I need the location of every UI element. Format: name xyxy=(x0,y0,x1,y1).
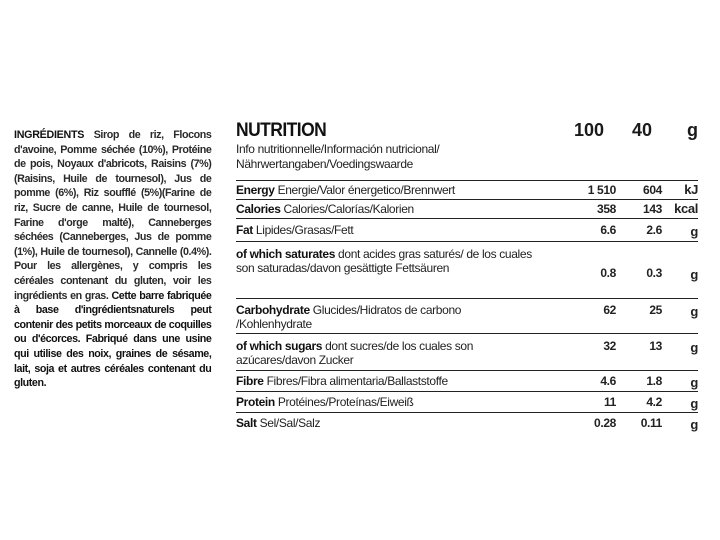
row-label: Fat Lipides/Grasas/Fett xyxy=(236,223,354,237)
ingredients-list: Sirop de riz, Flocons d'avoine, Pomme séchée (10%), Protéine de pois, Noyaux d'abricots, Raisins (7%) (Raisins, Huile de tournesol), Jus de pomme (6%), Riz soufflé (5%)(Farine de riz, Sucre de canne, Huile de tournesol, Farine d'orge malté), Canneberges séchées (Canneberges, Jus de pomme (1%), Huile de tournesol), Cannelle (0.4%). Pour les allergènes, y compris les céréales contenant du gluten, voir les ingrédients en gras. xyxy=(14,129,212,302)
value-per-40: 25 xyxy=(649,303,662,317)
value-unit: kJ xyxy=(684,182,698,197)
nutrition-row-carbohydrate xyxy=(236,299,698,334)
row-label: of which sugars dont sucres/de los cuales son azúcares/davon Zucker xyxy=(236,339,474,367)
value-per-100: 11 xyxy=(604,395,616,409)
nutrition-table xyxy=(236,120,698,435)
row-label: of which saturates dont acides gras saturés/ de los cuales son saturadas/davon gesättigte Fettsäuren xyxy=(236,247,532,275)
ingredients-allergen-notice: Cette barre fabriquée à base d'ingrédientsnaturels peut contenir des petits morceaux de coquilles ou d'écorces. Fabriqué dans une usine qui utilise des noix, graines de sésame, lait, soja et autres céréales contenant du gluten. xyxy=(14,289,212,390)
row-label: Carbohydrate Glucides/Hidratos de carbono /Kohlenhydrate xyxy=(236,303,462,331)
row-label: Fibre Fibres/Fibra alimentaria/Ballaststoffe xyxy=(236,374,448,388)
value-unit: g xyxy=(690,417,698,432)
row-label: Energy Energie/Valor énergetico/Brennwert xyxy=(236,183,455,197)
column-header-100: 100 xyxy=(573,120,605,140)
nutrition-row-fibre xyxy=(236,371,698,392)
value-per-100: 32 xyxy=(603,339,616,353)
value-per-100: 6.6 xyxy=(600,223,616,237)
value-per-100: 4.6 xyxy=(600,374,616,388)
nutrition-row-sugars xyxy=(236,334,698,371)
value-per-40: 13 xyxy=(649,339,662,353)
value-per-100: 0.28 xyxy=(594,416,616,430)
ingredients-block xyxy=(14,128,211,391)
value-per-40: 2.6 xyxy=(646,223,662,237)
value-per-40: 4.2 xyxy=(646,395,662,409)
nutrition-row-salt xyxy=(236,413,698,435)
value-per-100: 358 xyxy=(597,202,616,216)
value-unit: g xyxy=(690,267,698,282)
row-label: Salt Sel/Sal/Salz xyxy=(236,416,321,430)
nutrition-row-energy xyxy=(236,181,698,200)
nutrition-subtitle: Info nutritionnelle/Información nutricional/ Nährwertangaben/Voedingswaarde xyxy=(236,142,440,171)
value-unit: g xyxy=(690,396,698,411)
value-per-40: 1.8 xyxy=(646,374,662,388)
value-per-100: 0.8 xyxy=(600,266,616,280)
value-unit: g xyxy=(690,304,698,319)
nutrition-title: NUTRITION xyxy=(236,120,327,141)
value-per-100: 1 510 xyxy=(587,183,616,197)
ingredients-title: INGRÉDIENTS xyxy=(14,129,85,141)
nutrition-row-protein xyxy=(236,392,698,413)
value-unit: kcal xyxy=(674,201,698,216)
value-per-40: 143 xyxy=(643,202,662,216)
value-per-40: 604 xyxy=(643,183,662,197)
nutrition-row-calories xyxy=(236,200,698,219)
value-per-40: 0.3 xyxy=(646,266,662,280)
column-header-40: 40 xyxy=(631,120,653,140)
column-header-unit: g xyxy=(687,120,698,140)
row-label: Protein Protéines/Proteínas/Eiweiß xyxy=(236,395,414,409)
value-per-40: 0.11 xyxy=(640,416,662,430)
nutrition-row-fat xyxy=(236,219,698,242)
value-unit: g xyxy=(690,224,698,239)
value-per-100: 62 xyxy=(603,303,616,317)
value-unit: g xyxy=(690,340,698,355)
row-label: Calories Calories/Calorías/Kalorien xyxy=(236,202,414,216)
nutrition-header xyxy=(236,120,698,181)
value-unit: g xyxy=(690,375,698,390)
nutrition-row-saturates xyxy=(236,242,698,299)
